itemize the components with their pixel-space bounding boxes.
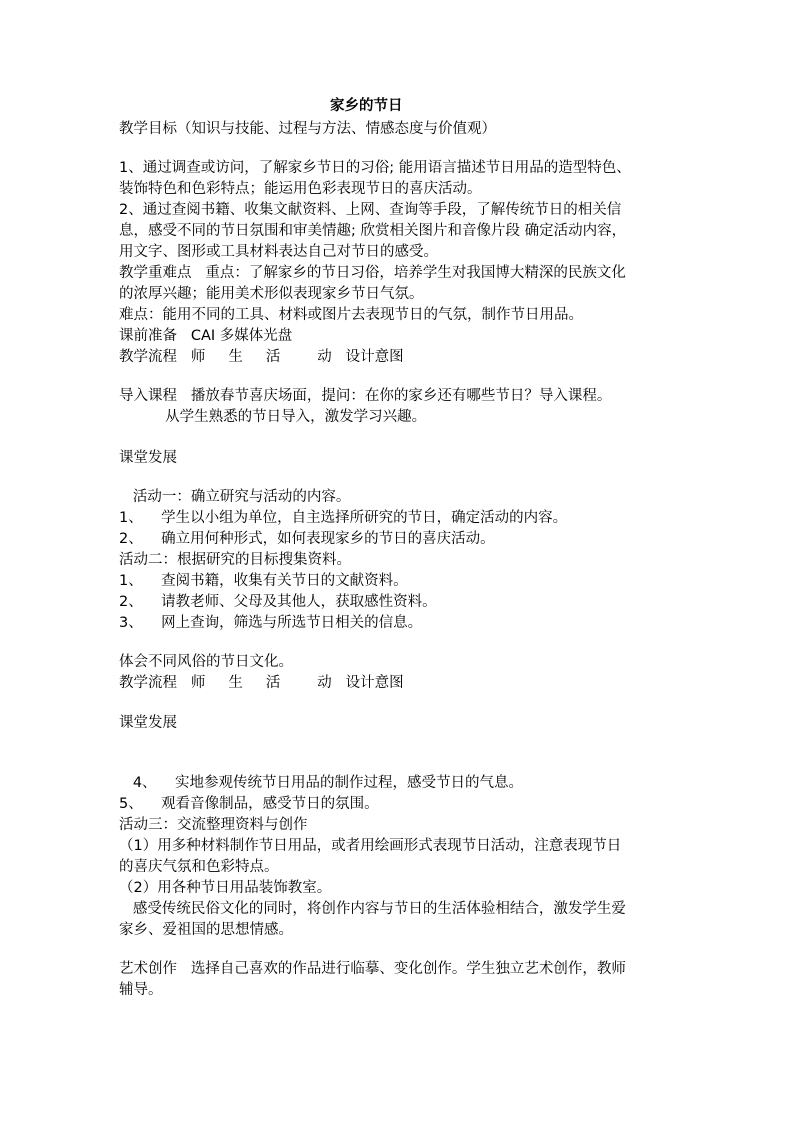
text-line: 5、 观看音像制品，感受节日的氛围。	[119, 796, 379, 812]
text-line: 教学重难点 重点：了解家乡的节日习俗，培养学生对我国博大精深的民族文化	[119, 265, 626, 281]
text-line: 1、 查阅书籍，收集有关节日的文献资料。	[119, 573, 408, 589]
text-line: 活动一：确立研究与活动的内容。	[119, 489, 351, 505]
text-line: 课前准备 CAI 多媒体光盘	[119, 328, 293, 344]
text-line: 装饰特色和色彩特点；能运用色彩表现节日的喜庆活动。	[119, 181, 482, 197]
text-line: 教学流程 师 生 活 动 设计意图	[119, 675, 404, 691]
text-line: 用文字、图形或工具材料表达自己对节日的感受。	[119, 244, 438, 260]
text-line: 的浓厚兴趣；能用美术形似表现家乡节日气氛。	[119, 286, 424, 302]
text-line: （2）用各种节日用品装饰教室。	[119, 880, 332, 896]
text-line: 的喜庆气氛和色彩特点。	[119, 859, 279, 875]
text-line: 家乡、爱祖国的思想情感。	[119, 922, 293, 938]
text-line: 活动二：根据研究的目标搜集资料。	[119, 552, 351, 568]
text-line: 教学流程 师 生 活 动 设计意图	[119, 349, 404, 365]
text-line: 难点：能用不同的工具、材料或图片去表现节日的气氛，制作节日用品。	[119, 307, 583, 323]
text-line: 艺术创作 选择自己喜欢的作品进行临摹、变化创作。学生独立艺术创作，教师	[119, 961, 626, 977]
text-line: 2、 请教老师、父母及其他人，获取感性资料。	[119, 594, 437, 610]
text-line: 从学生熟悉的节日导入，激发学习兴趣。	[119, 409, 427, 425]
text-line: 2、通过查阅书籍、收集文献资料、上网、查询等手段，了解传统节日的相关信	[119, 202, 622, 218]
text-line: 活动三：交流整理资料与创作	[119, 817, 308, 833]
objectives-heading: 教学目标（知识与技能、过程与方法、情感态度与价值观）	[119, 121, 496, 137]
text-line: 4、 实地参观传统节日用品的制作过程，感受节日的气息。	[119, 775, 523, 791]
text-line: 息，感受不同的节日氛围和审美情趣; 欣赏相关图片和音像片段 确定活动内容，	[119, 223, 627, 239]
text-line: （1）用多种材料制作节日用品，或者用绘画形式表现节日活动，注意表现节日	[119, 838, 622, 854]
text-line: 3、 网上查询，筛选与所选节日相关的信息。	[119, 615, 423, 631]
text-line: 感受传统民俗文化的同时，将创作内容与节日的生活体验相结合，激发学生爱	[119, 901, 626, 917]
document-title: 家乡的节日	[330, 98, 403, 114]
text-line: 2、 确立用何种形式，如何表现家乡的节日的喜庆活动。	[119, 531, 495, 547]
section-heading: 课堂发展	[119, 450, 177, 466]
text-line: 导入课程 播放春节喜庆场面，提问：在你的家乡还有哪些节日？导入课程。	[119, 388, 612, 404]
text-line: 辅导。	[119, 982, 163, 998]
text-line: 体会不同风俗的节日文化。	[119, 654, 293, 670]
text-line: 1、 学生以小组为单位，自主选择所研究的节日，确定活动的内容。	[119, 510, 568, 526]
text-line: 1、通过调查或访问，了解家乡节日的习俗; 能用语言描述节日用品的造型特色、	[119, 160, 631, 176]
section-heading: 课堂发展	[119, 715, 177, 731]
